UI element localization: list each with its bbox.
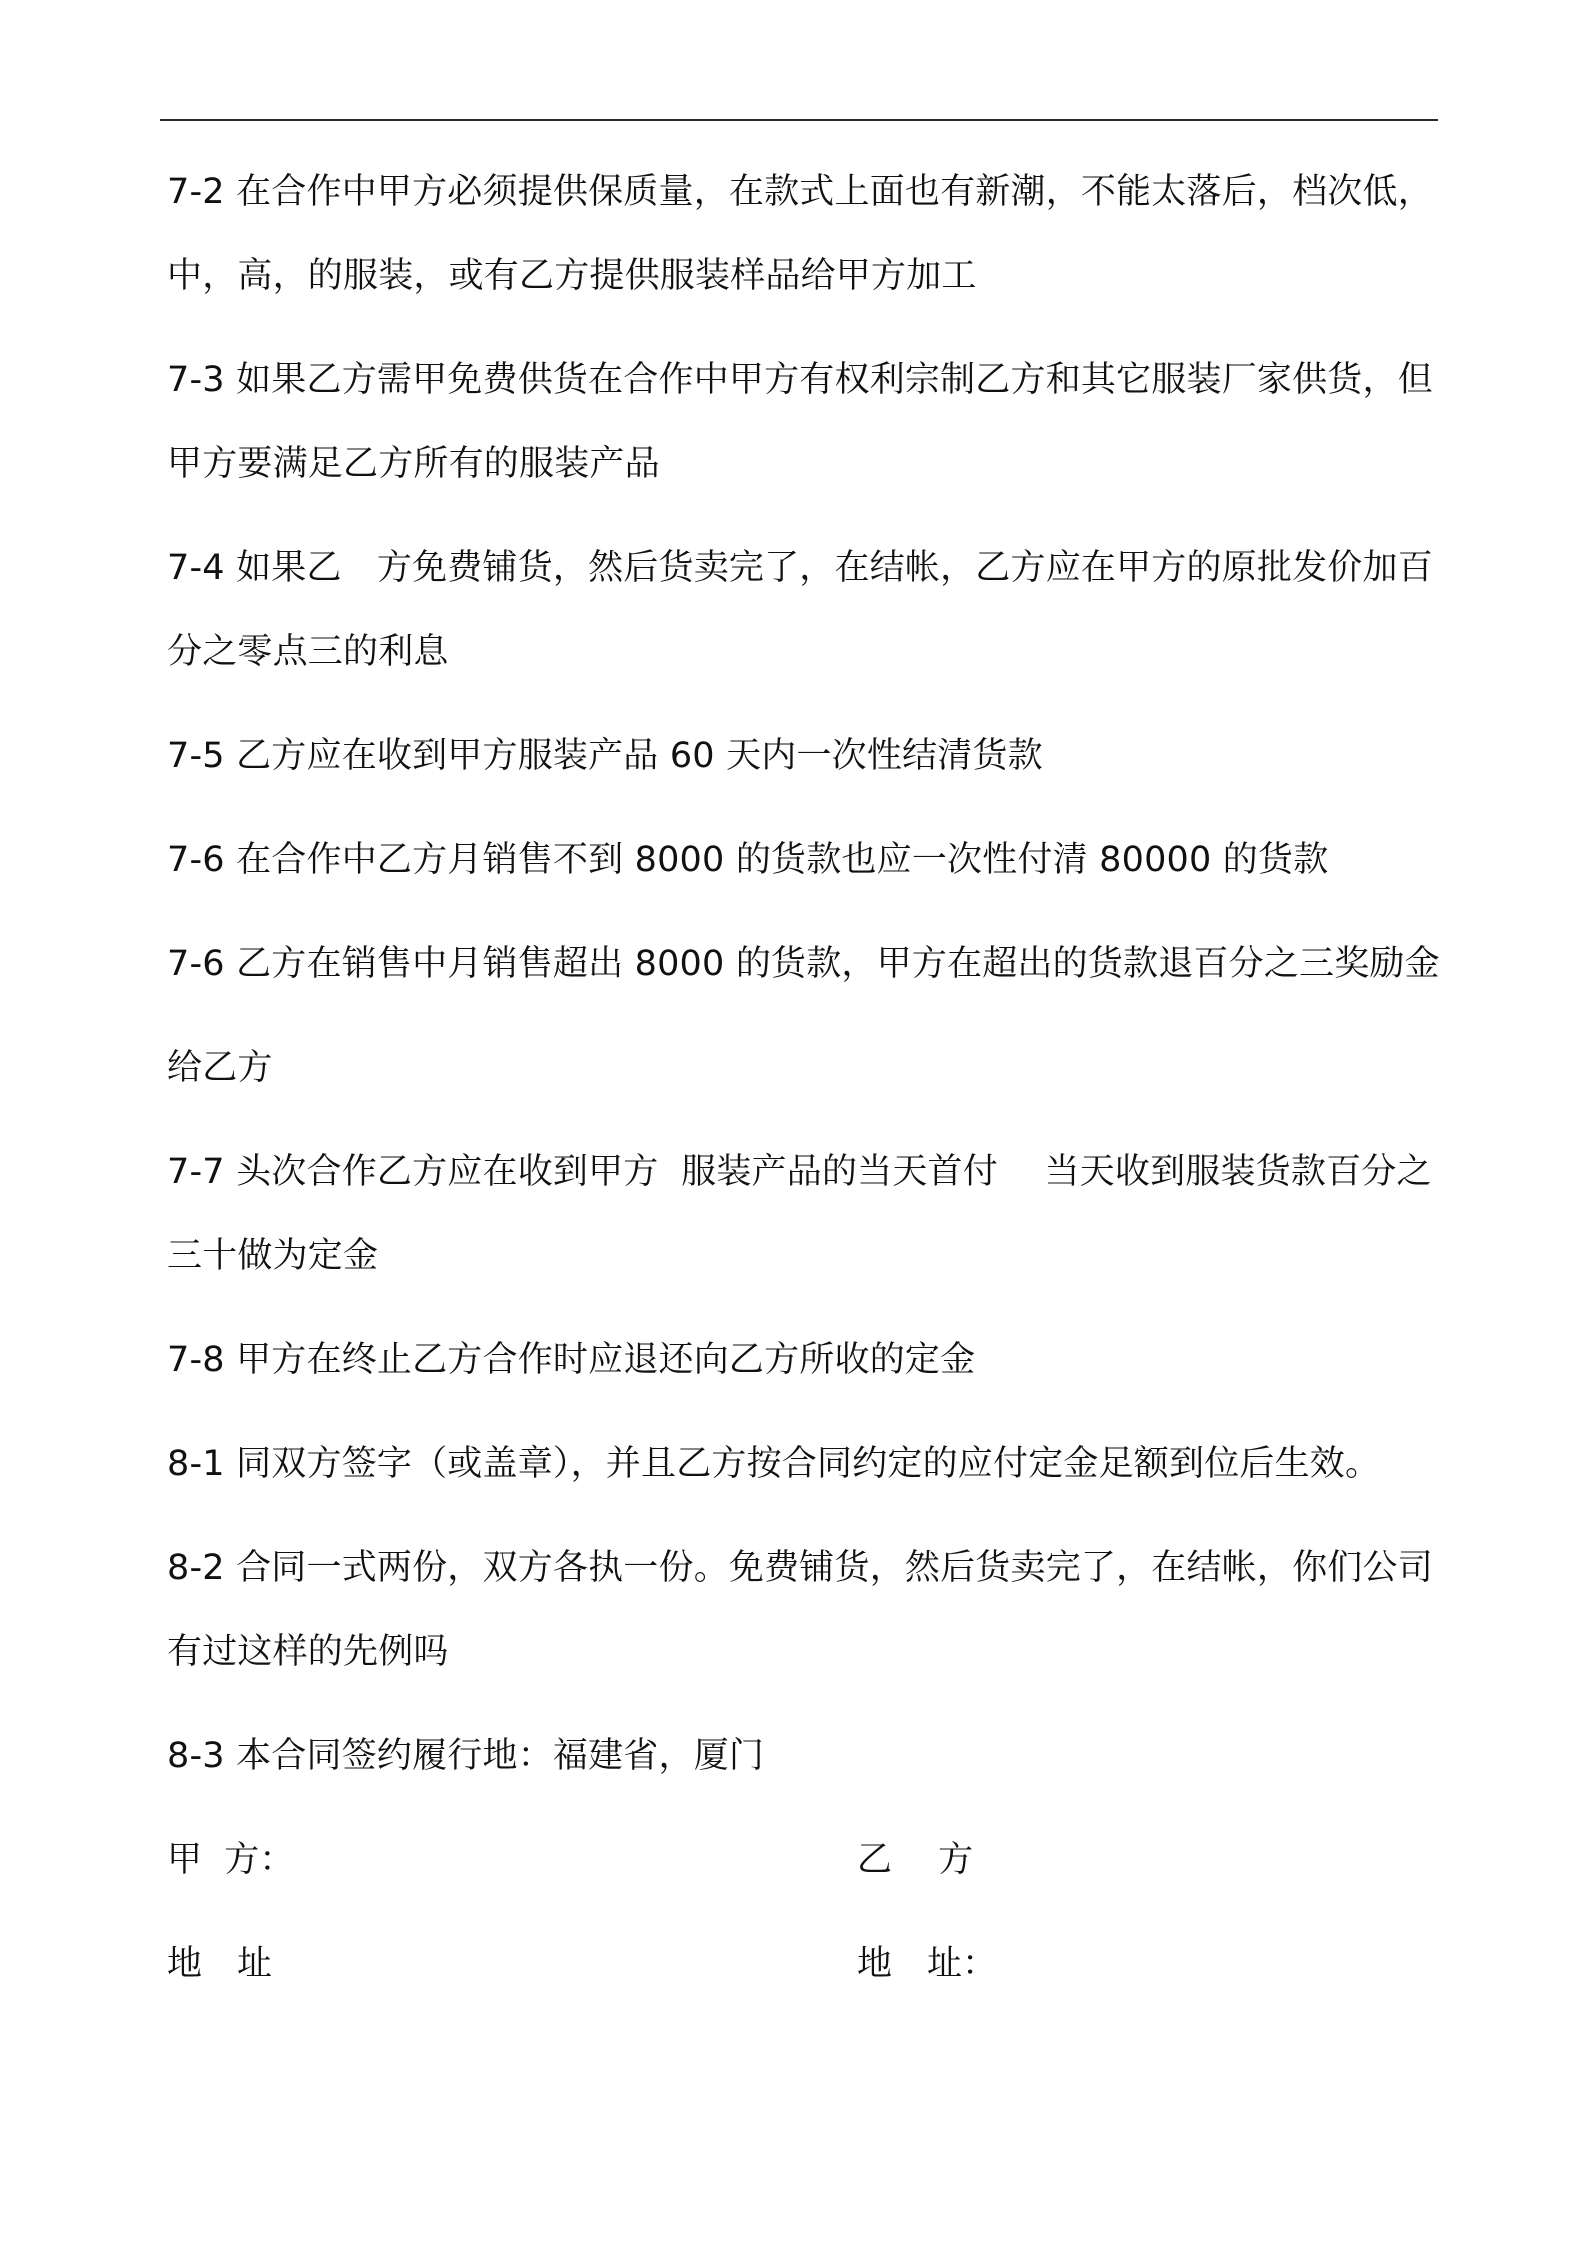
clause-7-2: 7-2 在合作中甲方必须提供保质量，在款式上面也有新潮，不能太落后，档次低，中，高，的服装，或有乙方提供服装样品给甲方加工	[167, 172, 1433, 296]
clause-8-3: 8-3 本合同签约履行地：福建省，厦门	[167, 1736, 765, 1776]
signature-address-row	[167, 1922, 1447, 2006]
clause-7-7: 7-7 头次合作乙方应在收到甲方 服装产品的当天首付 当天收到服装货款百分之三十做为定金	[167, 1152, 1432, 1276]
clause-7-3: 7-3 如果乙方需甲免费供货在合作中甲方有权利宗制乙方和其它服装厂家供货，但甲方要满足乙方所有的服装产品	[167, 360, 1433, 484]
party-a-label: 甲 方：	[167, 1840, 295, 1880]
party-a-address-label: 地 址	[167, 1944, 273, 1984]
clause-8-1: 8-1 同双方签字（或盖章），并且乙方按合同约定的应付定金足额到位后生效。	[167, 1444, 1381, 1484]
contract-body	[167, 150, 1447, 2026]
clause-7-6-second-continuation: 给乙方	[167, 1048, 273, 1088]
clause-7-5: 7-5 乙方应在收到甲方服装产品 60 天内一次性结清货款	[167, 736, 1043, 776]
party-b-label: 乙 方	[857, 1840, 974, 1880]
signature-party-row	[167, 1818, 1447, 1902]
header-rule	[160, 119, 1438, 121]
clause-8-2: 8-2 合同一式两份，双方各执一份。免费铺货，然后货卖完了，在结帐，你们公司有过这样的先例吗	[167, 1548, 1433, 1672]
clause-7-6-second: 7-6 乙方在销售中月销售超出 8000 的货款，甲方在超出的货款退百分之三奖励金	[167, 944, 1440, 984]
clause-7-4: 7-4 如果乙 方免费铺货，然后货卖完了，在结帐，乙方应在甲方的原批发价加百分之零点三的利息	[167, 548, 1433, 672]
clause-7-6-first: 7-6 在合作中乙方月销售不到 8000 的货款也应一次性付清 80000 的货款	[167, 840, 1329, 880]
party-b-address-label: 地 址：	[857, 1944, 998, 1984]
clause-7-8: 7-8 甲方在终止乙方合作时应退还向乙方所收的定金	[167, 1340, 976, 1380]
